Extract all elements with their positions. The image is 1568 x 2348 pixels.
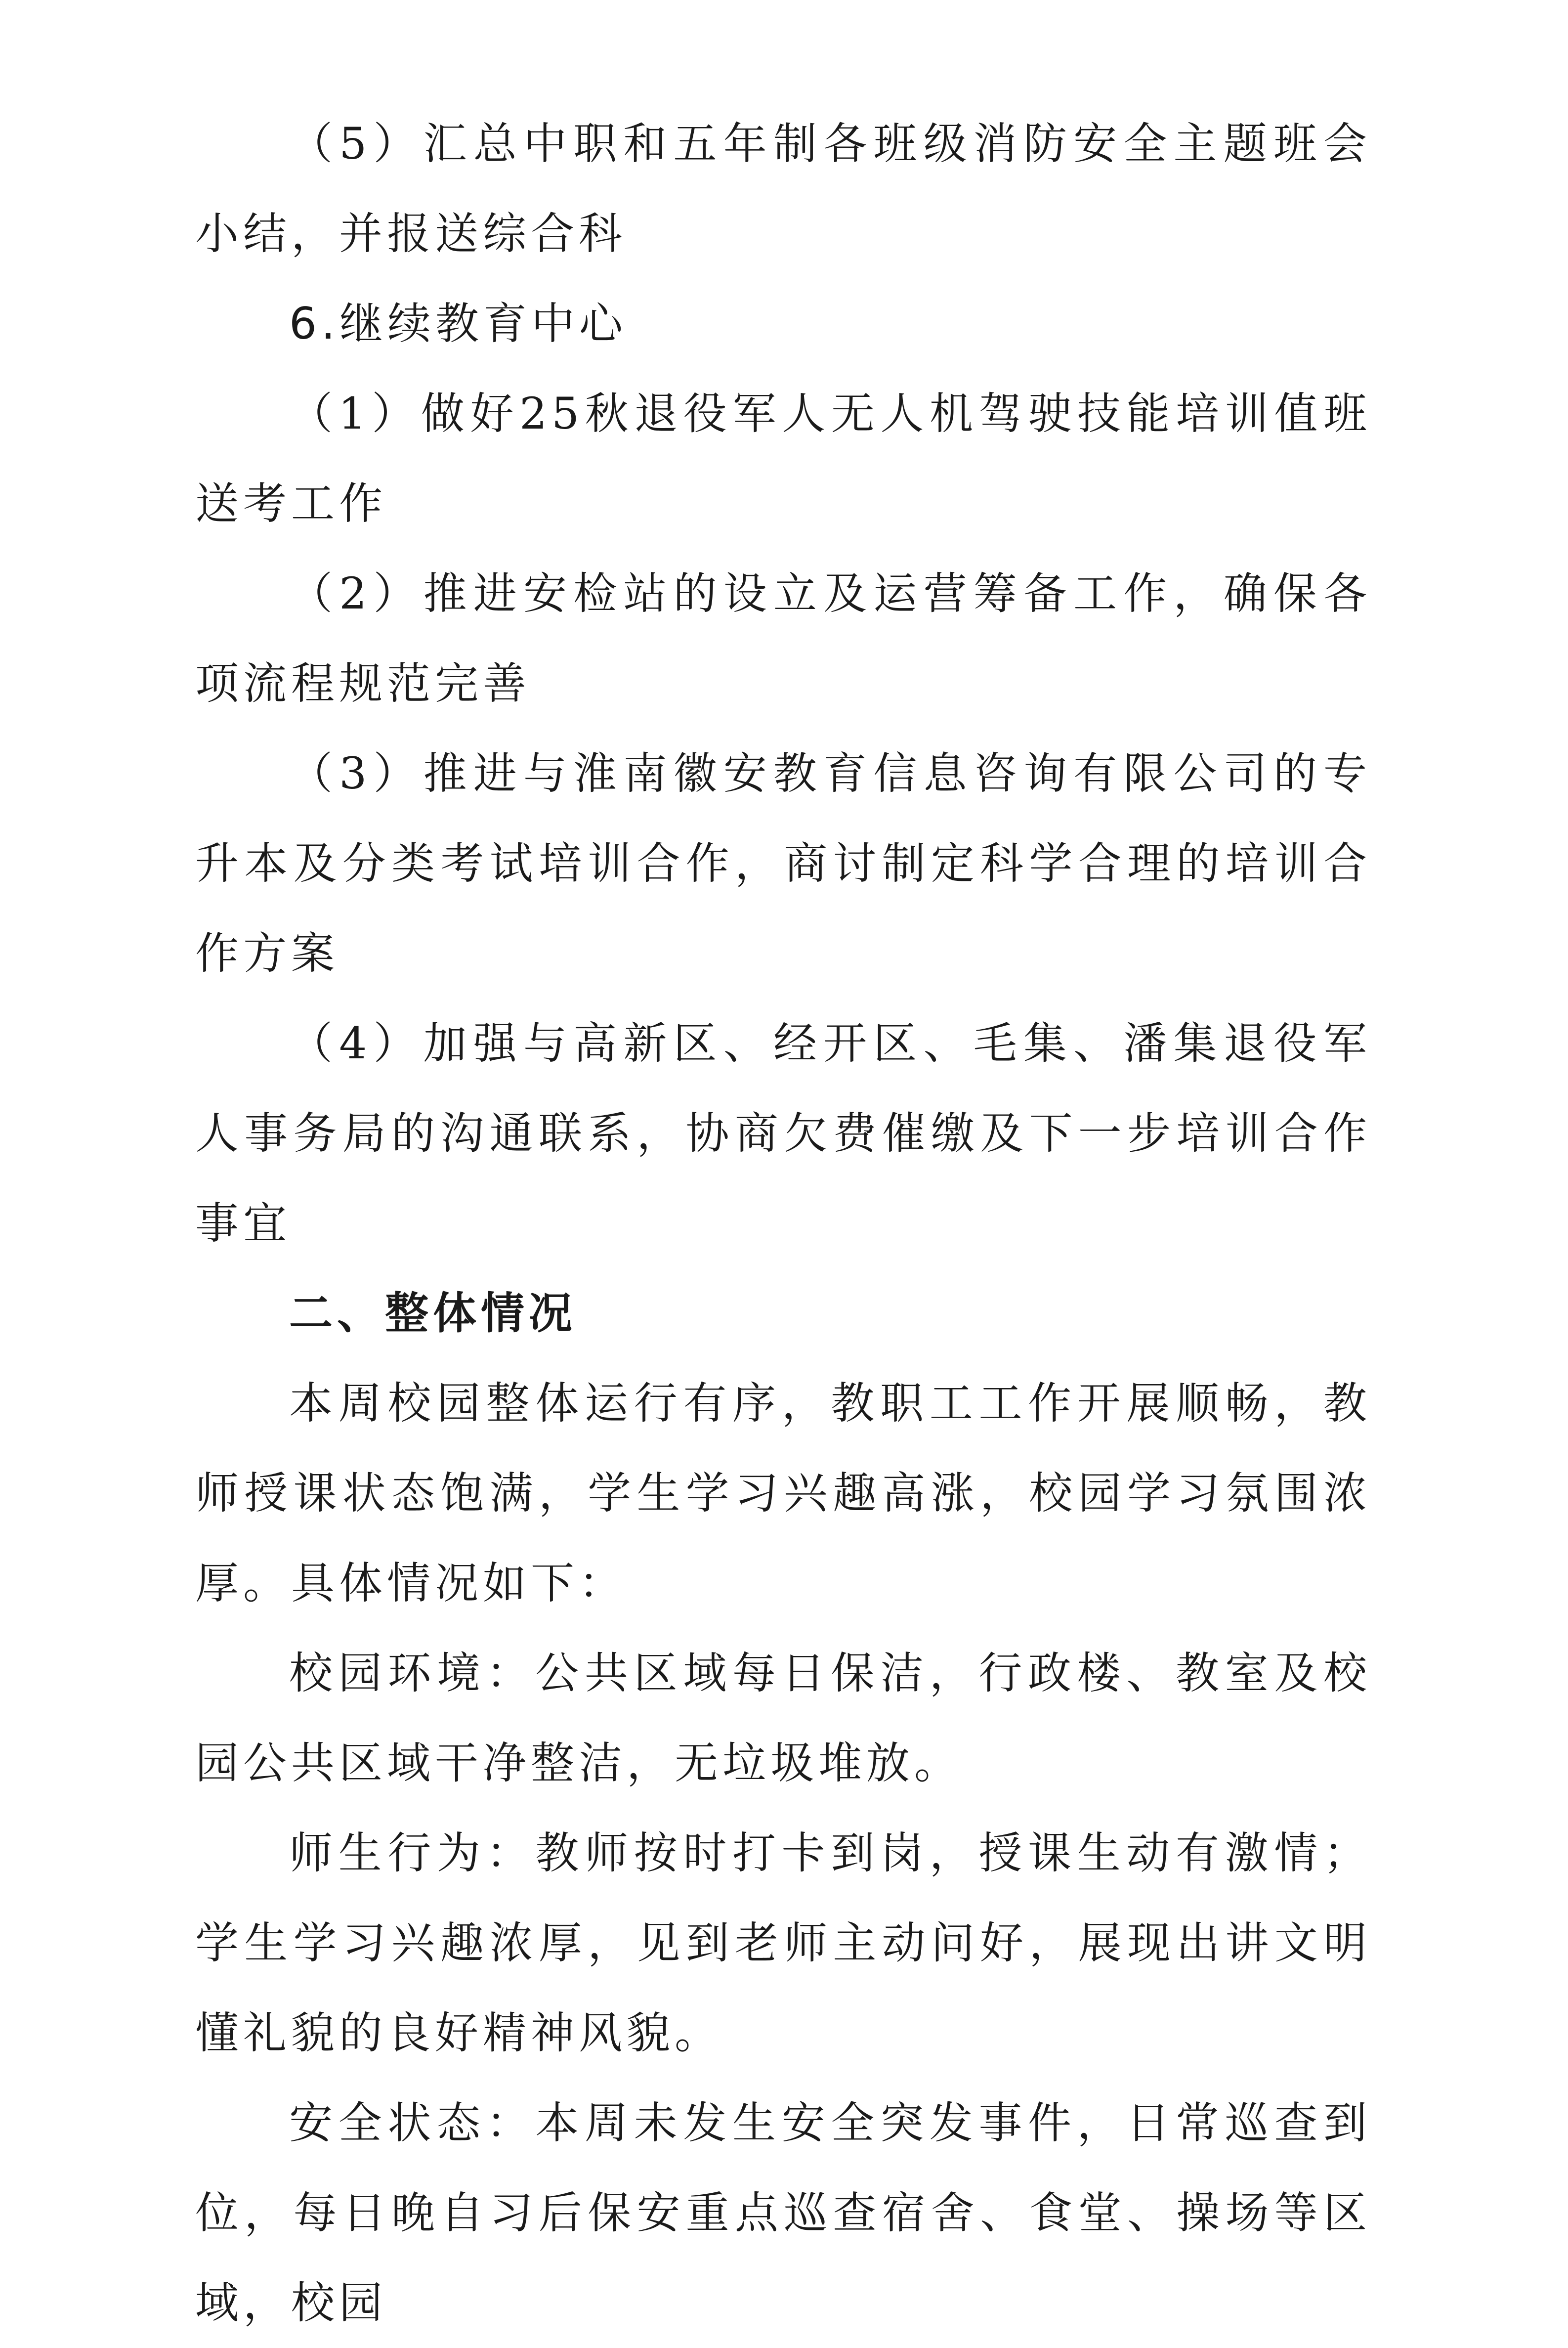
overall-intro: 本周校园整体运行有序，教职工工作开展顺畅，教师授课状态饱满，学生学习兴趣高涨，校园学习氛围浓厚。具体情况如下： (195, 1378, 1371, 1609)
section-continuing-education: 6.继续教育中心 (289, 298, 627, 349)
item-1-training: （1）做好25秋退役军人无人机驾驶技能培训值班送考工作 (195, 388, 1371, 529)
item-3-cooperation: （3）推进与淮南徽安教育信息咨询有限公司的专升本及分类考试培训合作，商讨制定科学合理的培训合作方案 (195, 748, 1371, 979)
item-2-security-station: （2）推进安检站的设立及运营筹备工作，确保各项流程规范完善 (195, 568, 1371, 709)
section-overall-situation: 二、整体情况 (289, 1288, 577, 1339)
item-5-summary: （5）汇总中职和五年制各班级消防安全主题班会小结，并报送综合科 (195, 118, 1371, 259)
item-4-communication: （4）加强与高新区、经开区、毛集、潘集退役军人事务局的沟通联系，协商欠费催缴及下一步培训合作事宜 (195, 1018, 1371, 1249)
campus-environment: 校园环境：公共区域每日保洁，行政楼、教室及校园公共区域干净整洁，无垃圾堆放。 (195, 1648, 1371, 1788)
safety-status: 安全状态：本周未发生安全突发事件，日常巡查到位，每日晚自习后保安重点巡查宿舍、食堂、操场等区域，校园 (195, 2097, 1371, 2328)
document-body (195, 99, 1371, 2348)
teacher-student-behavior: 师生行为：教师按时打卡到岗，授课生动有激情；学生学习兴趣浓厚，见到老师主动问好，展现出讲文明懂礼貌的良好精神风貌。 (195, 1827, 1371, 2058)
